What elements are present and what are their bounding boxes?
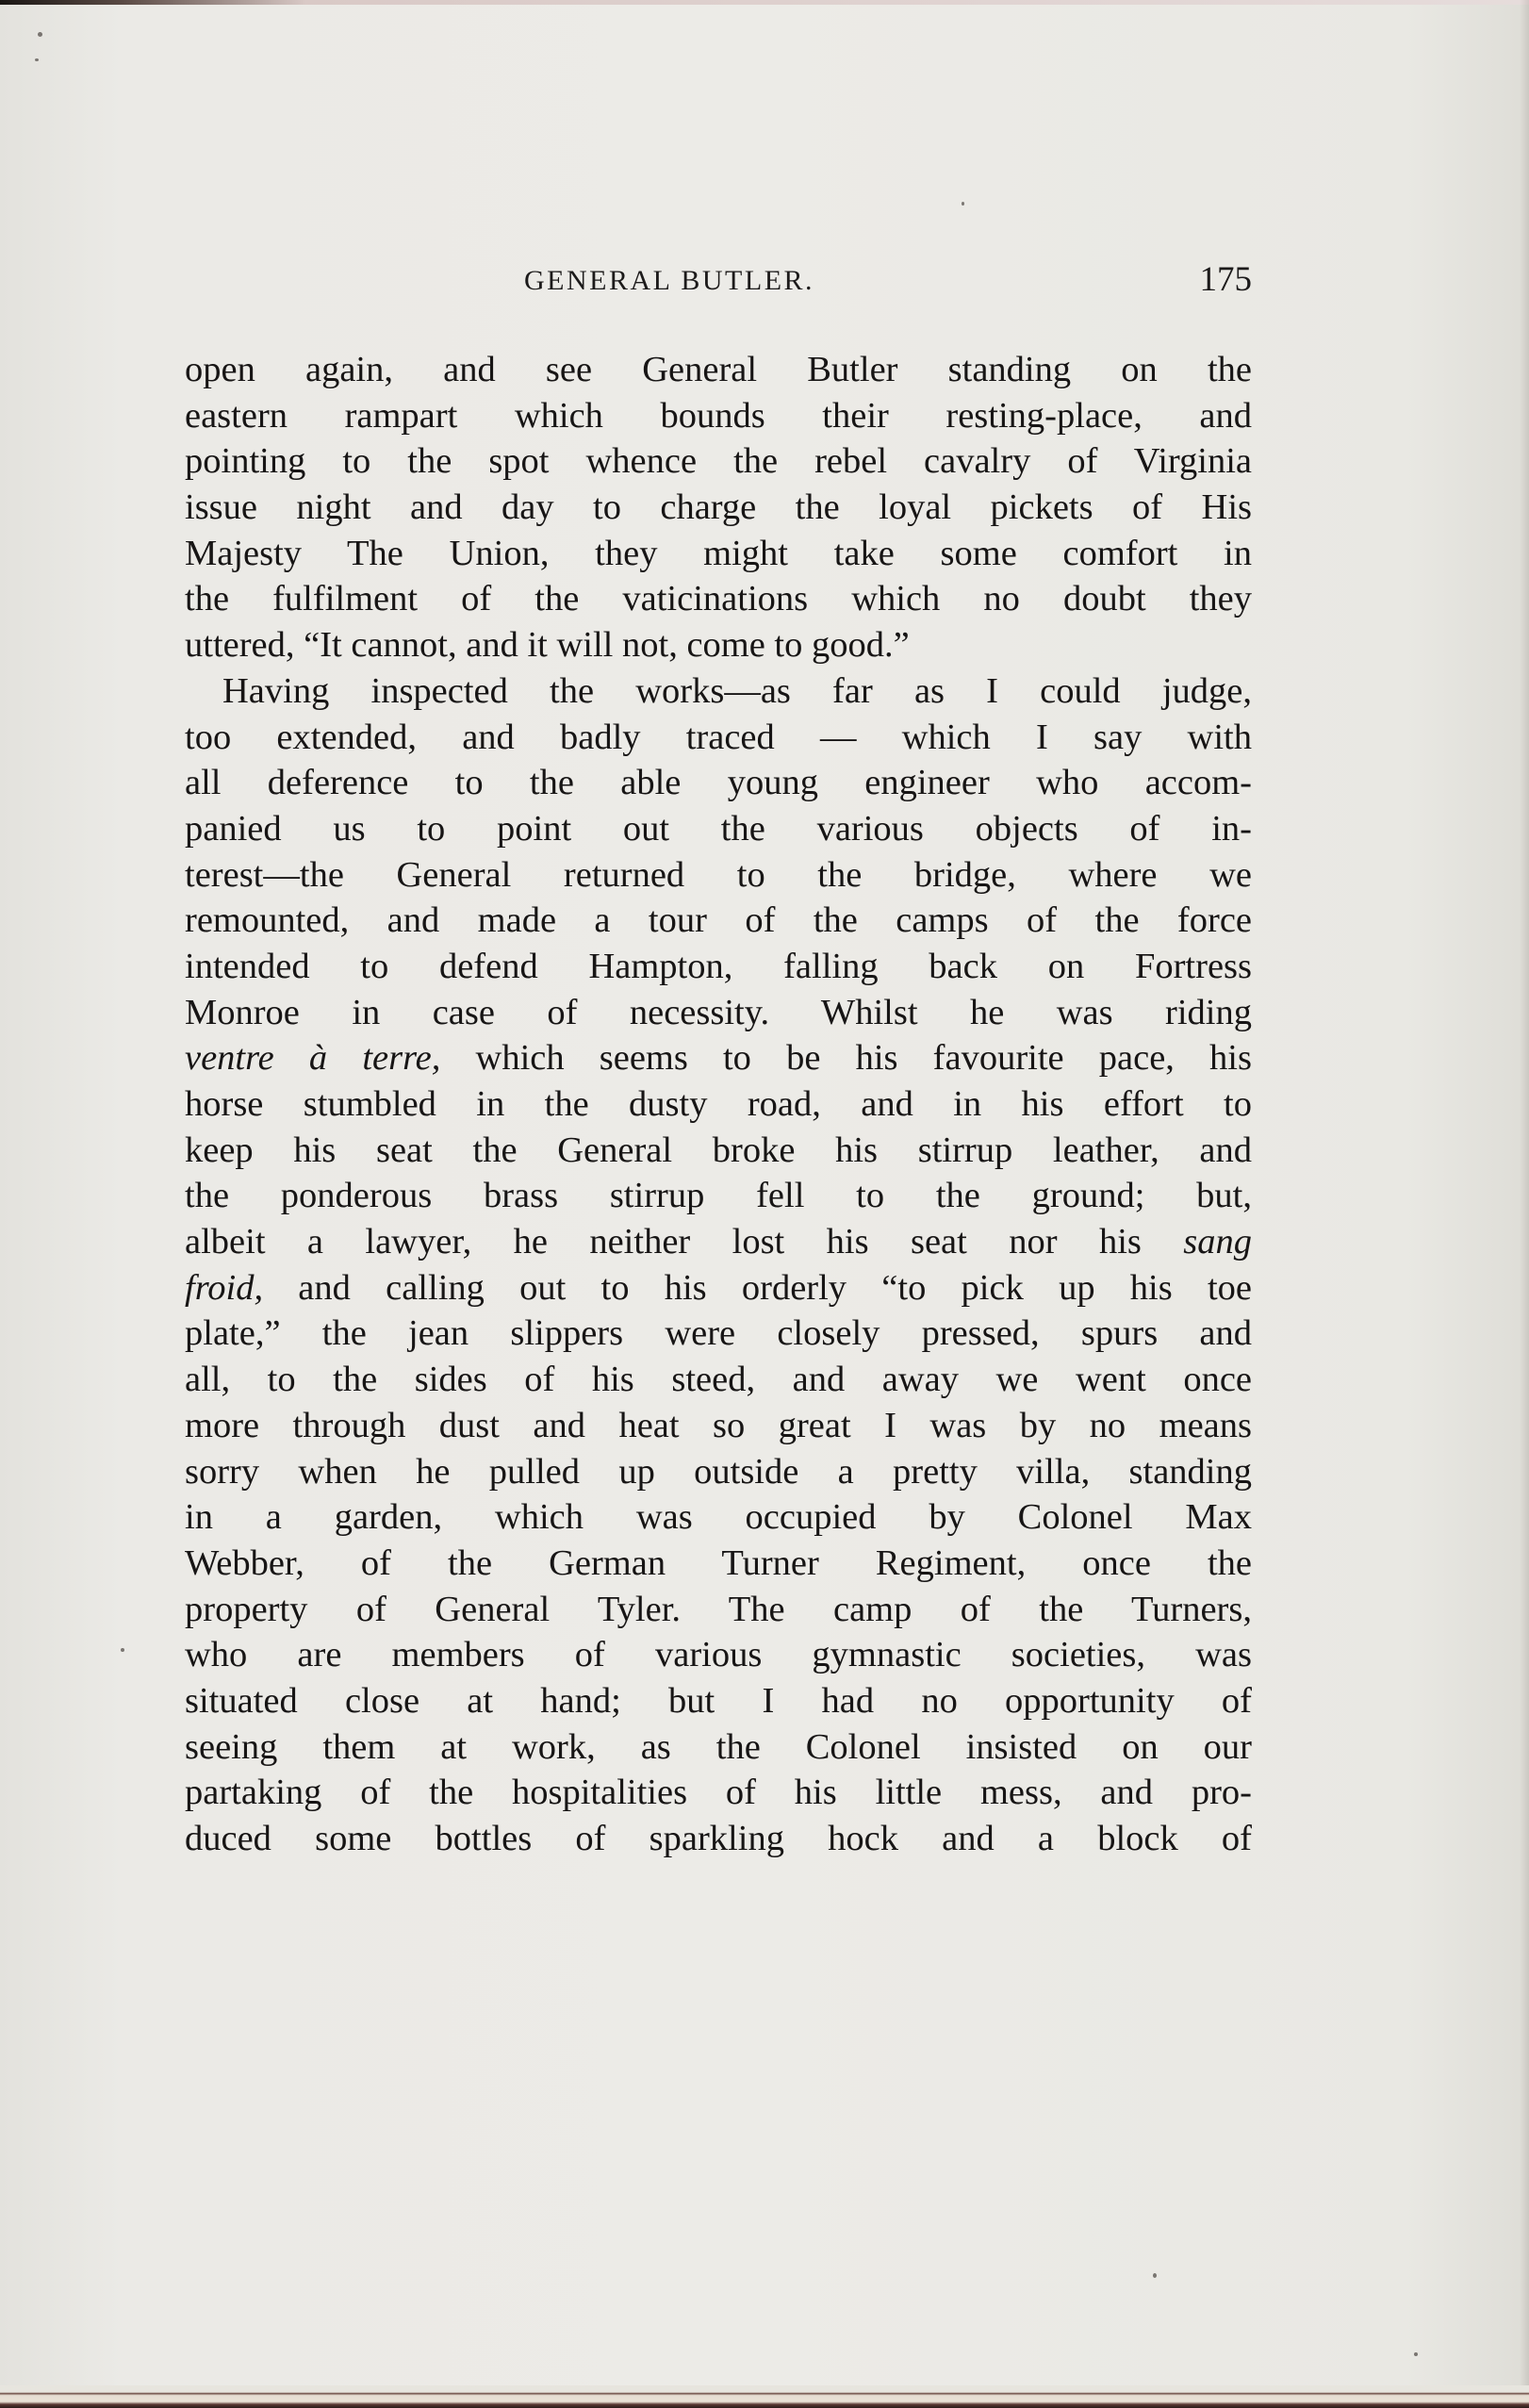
page-top-edge <box>0 0 1529 5</box>
line-text: remounted, and made a tour of the camps of the force <box>185 900 1252 941</box>
line-text: all, to the sides of his steed, and away we went once <box>185 1360 1252 1400</box>
line-text: keep his seat the General broke his stirrup leather, and <box>185 1130 1252 1170</box>
line-text: intended to defend Hampton, falling back on Fortress <box>185 946 1252 986</box>
line-text: who are members of various gymnastic societies, was <box>185 1635 1252 1675</box>
text-line <box>185 576 1252 622</box>
line-text: duced some bottles of sparkling hock and a block of <box>185 1819 1252 1858</box>
paper-speck <box>121 1648 124 1652</box>
text-line <box>185 1541 1252 1587</box>
paper-speck <box>38 32 42 37</box>
text-line <box>185 1449 1252 1495</box>
line-text: too extended, and badly traced — which I say with <box>185 717 1252 757</box>
text-line <box>185 944 1252 990</box>
line-text: issue night and day to charge the loyal pickets of His <box>185 487 1252 528</box>
line-text: pointing to the spot whence the rebel cavalry of Virginia <box>185 441 1252 482</box>
text-line <box>185 1816 1252 1862</box>
line-text: the ponderous brass stirrup fell to the ground; but, <box>185 1176 1252 1216</box>
text-line <box>185 852 1252 899</box>
paper-speck <box>35 58 39 61</box>
line-text: sorry when he pulled up outside a pretty villa, standing <box>185 1451 1252 1492</box>
text-line <box>185 485 1252 531</box>
line-text: horse stumbled in the dusty road, and in his effort to <box>185 1084 1252 1124</box>
text-line <box>185 1035 1252 1081</box>
line-text: and calling out to his orderly “to pick up his toe <box>263 1267 1252 1308</box>
text-line <box>185 1173 1252 1219</box>
text-line <box>185 1632 1252 1678</box>
line-text: situated close at hand; but I had no opportunity of <box>185 1680 1252 1721</box>
text-line <box>185 760 1252 806</box>
line-text: in a garden, which was occupied by Colonel Max <box>185 1497 1252 1538</box>
line-text: Majesty The Union, they might take some comfort in <box>185 533 1252 573</box>
body-text <box>185 347 1252 1862</box>
text-line <box>185 1770 1252 1816</box>
text-line <box>185 1724 1252 1771</box>
text-line <box>185 531 1252 577</box>
text-line <box>185 1587 1252 1633</box>
text-line <box>185 990 1252 1036</box>
paper-speck <box>1153 2273 1157 2278</box>
text-line <box>185 1265 1252 1311</box>
text-line-paragraph-start <box>185 668 1252 715</box>
text-line <box>185 1219 1252 1265</box>
page-number: 175 <box>1199 260 1252 299</box>
italic-phrase: sang <box>1183 1222 1252 1262</box>
text-line <box>185 1311 1252 1357</box>
text-line <box>185 898 1252 944</box>
text-line <box>185 715 1252 761</box>
line-text: albeit a lawyer, he neither lost his seat nor his <box>185 1222 1184 1262</box>
running-title: GENERAL BUTLER. <box>524 265 815 296</box>
italic-phrase: ventre à terre, <box>185 1038 441 1079</box>
line-text: seeing them at work, as the Colonel insisted on our <box>185 1726 1252 1767</box>
running-head <box>185 259 1252 306</box>
text-line <box>185 1081 1252 1128</box>
text-line <box>185 347 1252 393</box>
line-text: Having inspected the works—as far as I could judge, <box>222 670 1252 711</box>
line-text: terest—the General returned to the bridge, where we <box>185 854 1252 895</box>
paper-speck <box>962 202 964 206</box>
line-text: which seems to be his favourite pace, his <box>440 1038 1252 1079</box>
text-line <box>185 806 1252 852</box>
page-bottom-edge <box>0 2385 1529 2408</box>
text-line <box>185 1403 1252 1449</box>
line-text: open again, and see General Butler standing on the <box>185 350 1252 389</box>
text-line <box>185 393 1252 439</box>
text-line-paragraph-end <box>185 622 1252 668</box>
page-right-edge-shadow <box>1520 0 1529 2408</box>
line-text: more through dust and heat so great I was by no means <box>185 1405 1252 1445</box>
line-text: plate,” the jean slippers were closely pressed, spurs and <box>185 1313 1252 1354</box>
line-text: property of General Tyler. The camp of the Turners, <box>185 1589 1252 1629</box>
paper-speck <box>1414 2352 1418 2356</box>
line-text: Monroe in case of necessity. Whilst he was riding <box>185 992 1252 1032</box>
text-line <box>185 1128 1252 1174</box>
text-line <box>185 1357 1252 1403</box>
text-line <box>185 1678 1252 1724</box>
line-text: uttered, “It cannot, and it will not, come to good.” <box>185 625 910 666</box>
line-text: the fulfilment of the vaticinations which no doubt they <box>185 579 1252 619</box>
italic-phrase: froid, <box>185 1267 264 1308</box>
line-text: panied us to point out the various objects of in- <box>185 808 1252 849</box>
text-line <box>185 438 1252 485</box>
line-text: all deference to the able young engineer who accom- <box>185 763 1252 803</box>
line-text: eastern rampart which bounds their resting-place, and <box>185 395 1252 436</box>
line-text: partaking of the hospitalities of his little mess, and pro- <box>185 1773 1252 1813</box>
line-text: Webber, of the German Turner Regiment, once the <box>185 1542 1252 1583</box>
text-line <box>185 1494 1252 1541</box>
